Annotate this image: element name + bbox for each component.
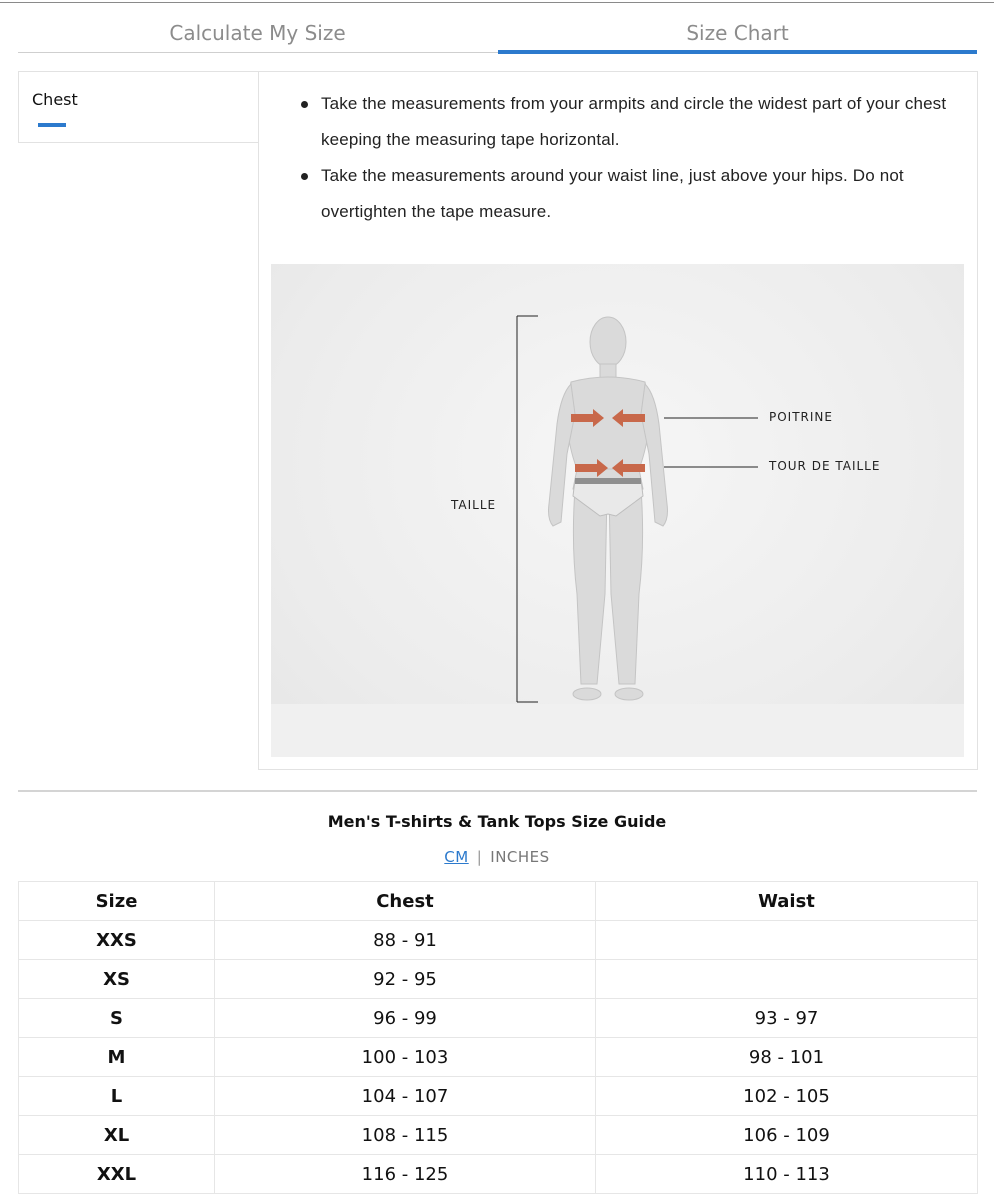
waist-cell: 110 - 113: [596, 1155, 978, 1194]
size-cell: S: [19, 999, 215, 1038]
table-row: [19, 921, 978, 960]
table-row: [19, 999, 978, 1038]
chest-cell: 92 - 95: [215, 960, 596, 999]
unit-toggle: [0, 848, 994, 866]
size-cell: XL: [19, 1116, 215, 1155]
waist-label: TOUR DE TAILLE: [769, 459, 881, 473]
side-nav-active-indicator: [38, 123, 66, 127]
body-illustration: [271, 264, 964, 757]
waist-cell: 98 - 101: [596, 1038, 978, 1077]
height-label: TAILLE: [451, 498, 497, 512]
column-header-chest: Chest: [215, 882, 596, 921]
chest-cell: 88 - 91: [215, 921, 596, 960]
instructions-list: [301, 86, 971, 230]
tab-calculate-my-size[interactable]: Calculate My Size: [169, 21, 346, 45]
table-header-row: [19, 882, 978, 921]
column-header-waist: Waist: [596, 882, 978, 921]
size-table: [18, 881, 978, 1194]
chest-cell: 116 - 125: [215, 1155, 596, 1194]
section-divider: [18, 790, 977, 792]
unit-inches-link[interactable]: INCHES: [490, 848, 550, 866]
side-nav-item-chest[interactable]: Chest: [32, 90, 78, 109]
waist-cell: 102 - 105: [596, 1077, 978, 1116]
waist-cell: [596, 921, 978, 960]
size-cell: XXS: [19, 921, 215, 960]
active-tab-indicator: [498, 50, 977, 54]
table-row: [19, 960, 978, 999]
unit-cm-link[interactable]: CM: [444, 848, 469, 866]
tab-bar: [18, 12, 977, 54]
size-guide-title: Men's T-shirts & Tank Tops Size Guide: [327, 812, 667, 831]
size-cell: M: [19, 1038, 215, 1077]
measurement-figure: [271, 264, 964, 757]
waistband: [575, 478, 641, 484]
column-header-size: Size: [19, 882, 215, 921]
waist-cell: [596, 960, 978, 999]
top-divider: [0, 2, 994, 3]
instruction-chest: Take the measurements from your armpits and circle the widest part of your chest keeping the measuring tape horizontal.: [301, 86, 971, 158]
size-cell: L: [19, 1077, 215, 1116]
tab-size-chart[interactable]: Size Chart: [686, 21, 789, 45]
side-nav: [18, 71, 259, 143]
size-cell: XXL: [19, 1155, 215, 1194]
waist-cell: 93 - 97: [596, 999, 978, 1038]
chest-cell: 96 - 99: [215, 999, 596, 1038]
instruction-waist: Take the measurements around your waist line, just above your hips. Do not overtighten the tape measure.: [301, 158, 971, 230]
table-row: [19, 1077, 978, 1116]
unit-separator: |: [476, 848, 483, 866]
chest-cell: 108 - 115: [215, 1116, 596, 1155]
floor: [271, 704, 964, 757]
waist-cell: 106 - 109: [596, 1116, 978, 1155]
chest-label: POITRINE: [769, 410, 833, 424]
size-cell: XS: [19, 960, 215, 999]
measurement-panel: [258, 71, 978, 770]
table-row: [19, 1038, 978, 1077]
chest-cell: 104 - 107: [215, 1077, 596, 1116]
chest-cell: 100 - 103: [215, 1038, 596, 1077]
table-row: [19, 1155, 978, 1194]
table-row: [19, 1116, 978, 1155]
